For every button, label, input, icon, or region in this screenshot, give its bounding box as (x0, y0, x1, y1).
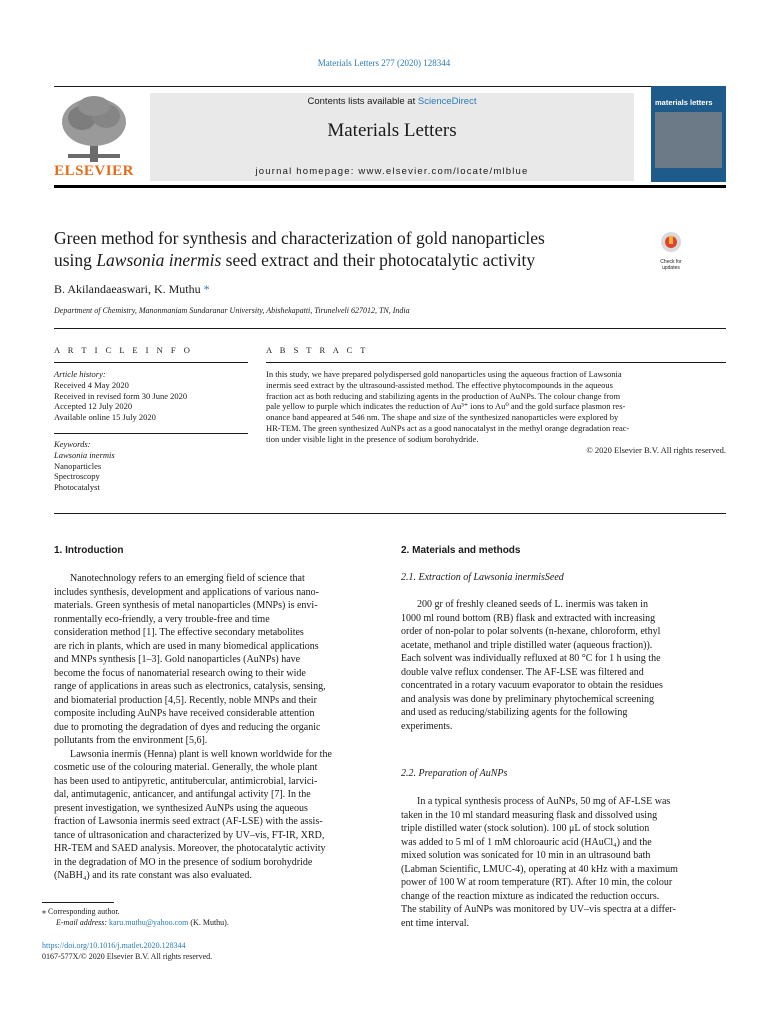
footnote-rule (42, 902, 114, 903)
abstract-rule (266, 362, 726, 363)
journal-homepage[interactable]: journal homepage: www.elsevier.com/locate/mlblue (255, 166, 529, 177)
methods-heading: 2. Materials and methods (401, 545, 521, 556)
check-for-updates-badge[interactable]: Check for updates (652, 230, 690, 268)
contents-line: Contents lists available at ScienceDirect (307, 96, 477, 107)
subsection-2-2-heading: 2.2. Preparation of AuNPs (401, 768, 508, 779)
header-thick-rule (54, 185, 726, 188)
journal-citation[interactable]: Materials Letters 277 (2020) 128344 (317, 58, 451, 68)
subsection-2-2-body: In a typical synthesis process of AuNPs, 50 mg of AF-LSE was taken in the 10 ml standard measuring flask and dissolved using triple distilled water (stock solution). 100 μL of stock solution was added to 5 ml of 1 mM chloroauric acid (HAuCl₄) and the mixed solution was sonicated for 10 min in an ultrasound bath (Labman Scientific, LMUC-4), operating at 40 kHz with a maximum power of 100 W at room temperature (RT). After 10 min, the colour change of the reaction mixture as indicated the reduction occurs. The stability of AuNPs was monitored by UV–vis spectra at a differ- ent time interval. (401, 796, 678, 929)
email-link[interactable]: karu.muthu@yahoo.com (109, 918, 189, 927)
paper-title: Green method for synthesis and characterization of gold nanoparticles using Lawsonia inermis seed extract and their photocatalytic activity (54, 228, 545, 270)
header-rule (54, 86, 714, 87)
sciencedirect-link[interactable]: ScienceDirect (417, 96, 477, 107)
authors: B. Akilandaeaswari, K. Muthu * (54, 282, 210, 296)
journal-title: Materials Letters (327, 120, 457, 141)
article-info-rule (54, 362, 248, 363)
divider (54, 513, 726, 514)
abstract-copyright: © 2020 Elsevier B.V. All rights reserved. (586, 444, 726, 455)
cover-title: materials letters (655, 98, 713, 107)
doi-block: https://doi.org/10.1016/j.matlet.2020.128344 0167-577X/© 2020 Elsevier B.V. All rights reserved. (42, 940, 372, 962)
abstract-text: In this study, we have prepared polydispersed gold nanoparticles using the aqueous fraction of Lawsonia inermis seed extract by the ultrasound-assisted method. The effective phytocompounds in the aqueous fraction act as both reducing and stabilizing agents in the production of AuNPs. The colour change from pale yellow to purple which indicates the reduction of Au³⁺ ions to Au⁰ and the gold surface plasmon res- onance band appeared at 546 nm. The shape and size of the synthesized nanoparticles were explored by HR-TEM. The green synthesized AuNPs act as a good nanocatalyst in the methyl orange degradation reac- tion under visible light in the presence of sodium borohydride. © 2020 Elsevier B.V. All rights reserved. (266, 369, 726, 455)
article-info-label: A R T I C L E I N F O (54, 345, 193, 355)
doi-link[interactable]: https://doi.org/10.1016/j.matlet.2020.128344 (42, 941, 186, 950)
article-history: Article history: Received 4 May 2020 Received in revised form 30 June 2020 Accepted 12 July 2020 Available online 15 July 2020 (54, 369, 188, 423)
intro-heading: 1. Introduction (54, 545, 124, 556)
journal-cover-image (651, 86, 726, 182)
check-updates-icon (659, 230, 683, 254)
abstract-label: A B S T R A C T (266, 345, 369, 355)
keywords: Keywords: Lawsonia inermis Nanoparticles Spectroscopy Photocatalyst (54, 439, 115, 493)
intro-body: Nanotechnology refers to an emerging field of science that includes synthesis, development and applications of various nano- materials. Green synthesis of metal nanoparticles (MNPs) is envi- ronmentally eco-friendly, a very trouble-free and time consideration method [1]. The effective secondary metabolites are rich in plants, which are used in many biomedical applications and MNPs synthesis [1–3]. Gold nanoparticles (AuNPs) have become the focus of nanomaterial research owing to their wide range of applications in areas such as electronics, catalysis, sensing, and biomaterial production [4,5]. Recently, noble MNPs and their composite including AuNPs have received considerable attention due to promoting the degradation of dyes and reducing the organic pollutants from the environment [5,6]. Lawsonia inermis (Henna) plant is well known worldwide for the cosmetic use of the colouring material. Generally, the whole plant has been used to antipyretic, antitubercular, antimicrobial, larvici- dal, antimutagenic, anticancer, and antifungal activity [7]. In the present investigation, we synthesized AuNPs using the aqueous fraction of Lawsonia inermis seed extract (AF-LSE) with the assis- tance of ultrasonication and characterized by UV–vis, FT-IR, XRD, HR-TEM and SAED analysis. Moreover, the photocatalytic activity in the degradation of MO in the presence of sodium borohydride (NaBH₄) and its rate constant was also evaluated. (54, 573, 332, 881)
footnotes: ⁎ Corresponding author. E-mail address: karu.muthu@yahoo.com (K. Muthu). (42, 907, 229, 927)
affiliation: Department of Chemistry, Manonmaniam Sundaranar University, Abishekapatti, Tirunelveli 627012, TN, India (54, 306, 410, 315)
elsevier-wordmark: ELSEVIER (54, 163, 134, 179)
corresponding-author-mark[interactable]: * (203, 282, 210, 296)
subsection-2-1-body: 200 gr of freshly cleaned seeds of L. inermis was taken in 1000 ml round bottom (RB) flask and extracted with increasing order of non-polar to polar solvents (n-hexane, chloroform, ethyl acetate, methanol and triple distilled water (aqueous fraction)). Each solvent was individually refluxed at 80 °C for 1 h using the double valve reflux condenser. The AF-LSE was filtered and concentrated in a rotary vacuum evaporator to obtain the residues and analysis was done by preliminary phytochemical screening and used as reducing/stabilizing agents for the following experiments. (401, 599, 663, 732)
divider (54, 328, 726, 329)
cover-artwork (655, 112, 722, 168)
subsection-2-1-heading: 2.1. Extraction of Lawsonia inermisSeed (401, 572, 564, 583)
keywords-rule (54, 433, 248, 434)
